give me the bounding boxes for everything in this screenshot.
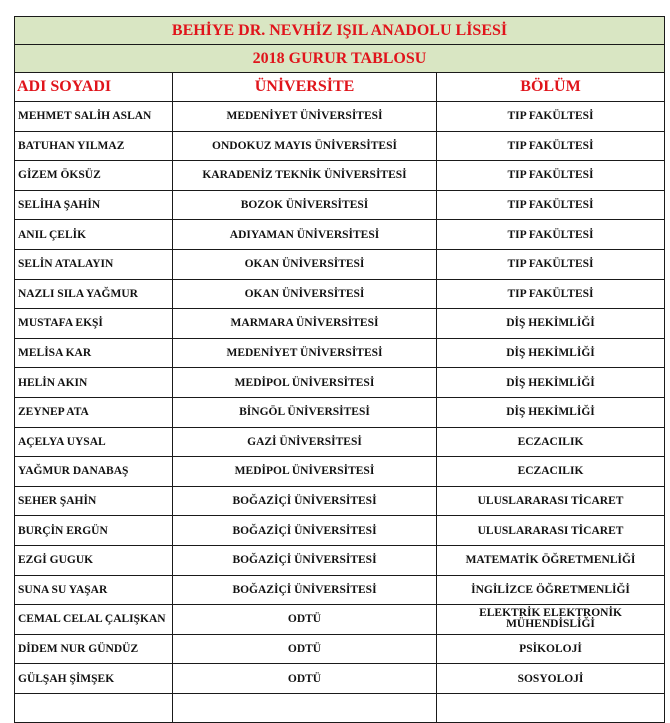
student-name-cell: BURÇİN ERGÜN (15, 516, 173, 546)
department-cell: PSİKOLOJİ (437, 634, 665, 664)
table-row (15, 249, 665, 279)
university-cell: BOZOK ÜNİVERSİTESİ (173, 190, 437, 220)
department-cell: TIP FAKÜLTESİ (437, 102, 665, 132)
student-name-cell: GÜLŞAH ŞİMŞEK (15, 664, 173, 694)
university-cell: MEDİPOL ÜNİVERSİTESİ (173, 368, 437, 398)
department-cell: SOSYOLOJİ (437, 664, 665, 694)
header-university: ÜNİVERSİTE (173, 73, 437, 102)
table-row (15, 102, 665, 132)
table-row (15, 397, 665, 427)
student-name-cell: SELİHA ŞAHİN (15, 190, 173, 220)
department-cell: DİŞ HEKİMLİĞİ (437, 338, 665, 368)
pride-table (14, 16, 665, 723)
table-row (15, 279, 665, 309)
table-row (15, 693, 665, 723)
department-cell: MATEMATİK ÖĞRETMENLİĞİ (437, 545, 665, 575)
university-cell: BOĞAZİÇİ ÜNİVERSİTESİ (173, 516, 437, 546)
university-cell: ADIYAMAN ÜNİVERSİTESİ (173, 220, 437, 250)
student-name-cell: SUNA SU YAŞAR (15, 575, 173, 605)
university-cell: MEDENİYET ÜNİVERSİTESİ (173, 338, 437, 368)
school-title: BEHİYE DR. NEVHİZ IŞIL ANADOLU LİSESİ (15, 17, 665, 45)
university-cell: BOĞAZİÇİ ÜNİVERSİTESİ (173, 545, 437, 575)
university-cell: MEDİPOL ÜNİVERSİTESİ (173, 457, 437, 487)
department-cell: TIP FAKÜLTESİ (437, 190, 665, 220)
department-cell: ULUSLARARASI TİCARET (437, 516, 665, 546)
university-cell: BİNGÖL ÜNİVERSİTESİ (173, 397, 437, 427)
table-row (15, 575, 665, 605)
table-row (15, 457, 665, 487)
student-name-cell: AÇELYA UYSAL (15, 427, 173, 457)
table-row (15, 161, 665, 191)
student-name-cell: CEMAL CELAL ÇALIŞKAN (15, 605, 173, 635)
department-cell: ECZACILIK (437, 457, 665, 487)
student-name-cell: MEHMET SALİH ASLAN (15, 102, 173, 132)
university-cell: BOĞAZİÇİ ÜNİVERSİTESİ (173, 575, 437, 605)
department-cell: İNGİLİZCE ÖĞRETMENLİĞİ (437, 575, 665, 605)
header-department: BÖLÜM (437, 73, 665, 102)
university-cell: MEDENİYET ÜNİVERSİTESİ (173, 102, 437, 132)
university-cell: MARMARA ÜNİVERSİTESİ (173, 309, 437, 339)
university-cell: ODTÜ (173, 664, 437, 694)
university-cell: KARADENİZ TEKNİK ÜNİVERSİTESİ (173, 161, 437, 191)
department-cell: ECZACILIK (437, 427, 665, 457)
department-cell: DİŞ HEKİMLİĞİ (437, 309, 665, 339)
university-cell: ODTÜ (173, 634, 437, 664)
column-header-row (15, 73, 665, 102)
university-cell: OKAN ÜNİVERSİTESİ (173, 279, 437, 309)
table-row (15, 220, 665, 250)
pride-table-sheet (14, 16, 665, 723)
university-cell: OKAN ÜNİVERSİTESİ (173, 249, 437, 279)
department-cell: DİŞ HEKİMLİĞİ (437, 368, 665, 398)
student-name-cell: GİZEM ÖKSÜZ (15, 161, 173, 191)
department-cell: TIP FAKÜLTESİ (437, 249, 665, 279)
department-cell (437, 693, 665, 723)
student-name-cell: YAĞMUR DANABAŞ (15, 457, 173, 487)
university-cell: ONDOKUZ MAYIS ÜNİVERSİTESİ (173, 131, 437, 161)
table-row (15, 309, 665, 339)
university-cell (173, 693, 437, 723)
table-row (15, 338, 665, 368)
table-row (15, 427, 665, 457)
student-name-cell: NAZLI SILA YAĞMUR (15, 279, 173, 309)
table-row (15, 605, 665, 635)
table-row (15, 368, 665, 398)
table-row (15, 486, 665, 516)
student-name-cell: ZEYNEP ATA (15, 397, 173, 427)
student-name-cell: SELİN ATALAYIN (15, 249, 173, 279)
department-cell: TIP FAKÜLTESİ (437, 279, 665, 309)
university-cell: GAZİ ÜNİVERSİTESİ (173, 427, 437, 457)
header-name: ADI SOYADI (15, 73, 173, 102)
table-row (15, 190, 665, 220)
department-cell: ULUSLARARASI TİCARET (437, 486, 665, 516)
table-row (15, 516, 665, 546)
student-name-cell: SEHER ŞAHİN (15, 486, 173, 516)
table-row (15, 634, 665, 664)
department-cell: ELEKTRİK ELEKTRONİK MÜHENDİSLİĞİ (437, 605, 665, 635)
university-cell: BOĞAZİÇİ ÜNİVERSİTESİ (173, 486, 437, 516)
student-name-cell: ANIL ÇELİK (15, 220, 173, 250)
table-row (15, 664, 665, 694)
department-cell: TIP FAKÜLTESİ (437, 131, 665, 161)
student-name-cell: DİDEM NUR GÜNDÜZ (15, 634, 173, 664)
table-row (15, 131, 665, 161)
student-name-cell: BATUHAN YILMAZ (15, 131, 173, 161)
student-name-cell: HELİN AKIN (15, 368, 173, 398)
student-name-cell (15, 693, 173, 723)
university-cell: ODTÜ (173, 605, 437, 635)
table-subtitle: 2018 GURUR TABLOSU (15, 45, 665, 73)
table-row (15, 545, 665, 575)
department-cell: TIP FAKÜLTESİ (437, 220, 665, 250)
department-cell: TIP FAKÜLTESİ (437, 161, 665, 191)
department-cell: DİŞ HEKİMLİĞİ (437, 397, 665, 427)
student-name-cell: MELİSA KAR (15, 338, 173, 368)
student-name-cell: EZGİ GUGUK (15, 545, 173, 575)
student-name-cell: MUSTAFA EKŞİ (15, 309, 173, 339)
